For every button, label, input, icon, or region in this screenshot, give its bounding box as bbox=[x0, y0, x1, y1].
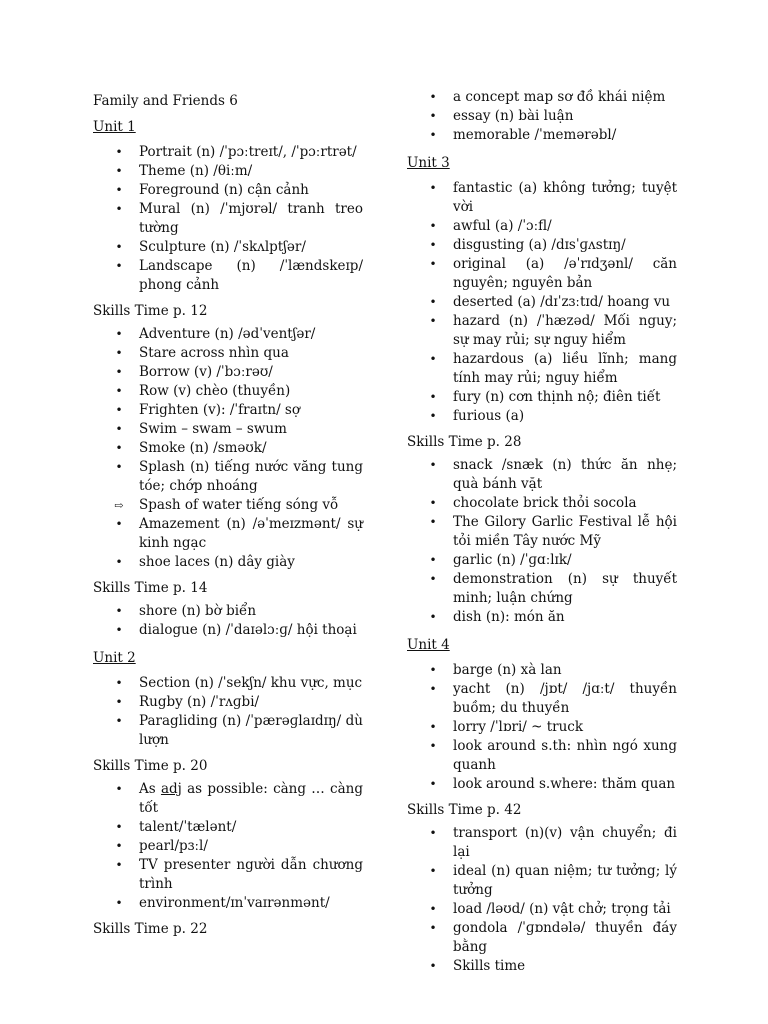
list-item: • chocolate brick thỏi socola bbox=[407, 494, 677, 513]
list-item: • Swim – swam – swum bbox=[93, 420, 363, 439]
bullet-icon bbox=[427, 107, 439, 126]
bullet-icon bbox=[113, 553, 125, 572]
bullet-icon bbox=[427, 862, 439, 881]
list-item: • transport (n)(v) vận chuyển; đi lại bbox=[407, 824, 677, 862]
list-item: • Landscape (n) /ˈlændskeɪp/ phong cảnh bbox=[93, 257, 363, 295]
list-item: • Mural (n) /ˈmjʊrəl/ tranh treo tường bbox=[93, 200, 363, 238]
list-item: • Borrow (v) /ˈbɔːrəʊ/ bbox=[93, 363, 363, 382]
list-item: • look around s.th: nhìn ngó xung quanh bbox=[407, 737, 677, 775]
list-item: • Skills time bbox=[407, 957, 677, 976]
bullet-icon bbox=[427, 737, 439, 756]
skills-time-p42-list bbox=[407, 824, 677, 976]
list-item: • Row (v) chèo (thuyền) bbox=[93, 382, 363, 401]
list-item: • barge (n) xà lan bbox=[407, 661, 677, 680]
list-item: • Rugby (n) /ˈrʌɡbi/ bbox=[93, 693, 363, 712]
bullet-icon bbox=[113, 238, 125, 257]
list-item: • gondola /ˈɡɒndələ/ thuyền đáy bằng bbox=[407, 919, 677, 957]
bullet-icon bbox=[427, 293, 439, 312]
bullet-icon bbox=[113, 818, 125, 837]
list-item: ⇨ Spash of water tiếng sóng vỗ bbox=[93, 496, 363, 515]
list-item: • talent/ˈtælənt/ bbox=[93, 818, 363, 837]
skills-time-p12-list bbox=[93, 325, 363, 572]
unit-4-list bbox=[407, 661, 677, 794]
skills-time-p20-heading: Skills Time p. 20 bbox=[93, 758, 208, 774]
bullet-icon bbox=[113, 344, 125, 363]
bullet-icon bbox=[427, 407, 439, 426]
bullet-icon bbox=[113, 856, 125, 875]
list-item: • dialogue (n) /ˈdaɪəlɔːɡ/ hội thoại bbox=[93, 621, 363, 640]
bullet-icon bbox=[427, 126, 439, 145]
bullet-icon bbox=[113, 401, 125, 420]
unit-1-heading: Unit 1 bbox=[93, 119, 136, 135]
list-item: • Theme (n) /θiːm/ bbox=[93, 162, 363, 181]
list-item: • Splash (n) tiếng nước văng tung tóe; chớp nhoáng bbox=[93, 458, 363, 496]
bullet-icon bbox=[427, 236, 439, 255]
list-item: • hazard (n) /ˈhæzəd/ Mối nguy; sự may rủi; sự nguy hiểm bbox=[407, 312, 677, 350]
bullet-icon bbox=[113, 257, 125, 276]
bullet-icon bbox=[113, 515, 125, 534]
list-item: • Smoke (n) /sməʊk/ bbox=[93, 439, 363, 458]
bullet-icon bbox=[427, 350, 439, 369]
bullet-icon bbox=[113, 363, 125, 382]
list-item: • load /ləʊd/ (n) vật chở; trọng tải bbox=[407, 900, 677, 919]
bullet-icon bbox=[427, 217, 439, 236]
skills-time-p22-heading: Skills Time p. 22 bbox=[93, 921, 208, 937]
list-item: • disgusting (a) /dɪsˈɡʌstɪŋ/ bbox=[407, 236, 677, 255]
bullet-icon bbox=[113, 200, 125, 219]
list-item: • pearl/pɜːl/ bbox=[93, 837, 363, 856]
list-item: • a concept map sơ đồ khái niệm bbox=[407, 88, 677, 107]
bullet-icon bbox=[113, 693, 125, 712]
list-item: • fantastic (a) không tưởng; tuyệt vời bbox=[407, 179, 677, 217]
skills-time-p28-heading: Skills Time p. 28 bbox=[407, 434, 522, 450]
bullet-icon bbox=[113, 621, 125, 640]
skills-time-p42-heading: Skills Time p. 42 bbox=[407, 802, 522, 818]
list-item: • shore (n) bờ biển bbox=[93, 602, 363, 621]
list-item: • TV presenter người dẫn chương trình bbox=[93, 856, 363, 894]
bullet-icon bbox=[427, 957, 439, 976]
skills-time-p28-list bbox=[407, 456, 677, 627]
skills-time-p20-list bbox=[93, 780, 363, 913]
list-item: • ideal (n) quan niệm; tư tưởng; lý tưởng bbox=[407, 862, 677, 900]
bullet-icon bbox=[427, 255, 439, 274]
list-item: • memorable /ˈmemərəbl/ bbox=[407, 126, 677, 145]
bullet-icon bbox=[427, 775, 439, 794]
bullet-icon bbox=[113, 602, 125, 621]
list-item: • dish (n): món ăn bbox=[407, 608, 677, 627]
bullet-icon bbox=[427, 824, 439, 843]
bullet-icon bbox=[427, 608, 439, 627]
bullet-icon bbox=[427, 551, 439, 570]
list-item: • Frighten (v): /ˈfraɪtn/ sợ bbox=[93, 401, 363, 420]
bullet-icon bbox=[427, 570, 439, 589]
bullet-icon bbox=[113, 325, 125, 344]
skills-time-p14-list bbox=[93, 602, 363, 640]
bullet-icon bbox=[113, 837, 125, 856]
list-item: • As adj as possible: càng … càng tốt bbox=[93, 780, 363, 818]
bullet-icon bbox=[113, 894, 125, 913]
document-title: Family and Friends 6 bbox=[93, 93, 238, 109]
unit-3-list bbox=[407, 179, 677, 426]
list-item: • environment/ɪnˈvaɪrənmənt/ bbox=[93, 894, 363, 913]
bullet-icon bbox=[113, 458, 125, 477]
list-item: • hazardous (a) liều lĩnh; mang tính may rủi; nguy hiểm bbox=[407, 350, 677, 388]
bullet-icon bbox=[427, 388, 439, 407]
list-item: • The Gilory Garlic Festival lễ hội tỏi miền Tây nước Mỹ bbox=[407, 513, 677, 551]
bullet-icon bbox=[427, 456, 439, 475]
bullet-icon bbox=[427, 88, 439, 107]
bullet-icon bbox=[113, 439, 125, 458]
bullet-icon bbox=[427, 900, 439, 919]
list-item: • shoe laces (n) dây giày bbox=[93, 553, 363, 572]
list-item: • deserted (a) /dɪˈzɜːtɪd/ hoang vu bbox=[407, 293, 677, 312]
list-item: • Section (n) /ˈsekʃn/ khu vực, mục bbox=[93, 674, 363, 693]
skills-time-p14-heading: Skills Time p. 14 bbox=[93, 580, 208, 596]
bullet-icon bbox=[427, 919, 439, 938]
list-item: • snack /snæk (n) thức ăn nhẹ; quà bánh vặt bbox=[407, 456, 677, 494]
list-item: • Amazement (n) /əˈmeɪzmənt/ sự kinh ngạc bbox=[93, 515, 363, 553]
bullet-icon bbox=[113, 674, 125, 693]
list-item: • look around s.where: thăm quan bbox=[407, 775, 677, 794]
list-item: • essay (n) bài luận bbox=[407, 107, 677, 126]
list-item: • furious (a) bbox=[407, 407, 677, 426]
list-item: • Portrait (n) /ˈpɔːtreɪt/, /ˈpɔːrtrət/ bbox=[93, 143, 363, 162]
list-item: • lorry /ˈlɒri/ ~ truck bbox=[407, 718, 677, 737]
bullet-icon bbox=[113, 181, 125, 200]
list-item: • awful (a) /ˈɔːfl/ bbox=[407, 217, 677, 236]
unit-2-list bbox=[93, 674, 363, 750]
list-item: • fury (n) cơn thịnh nộ; điên tiết bbox=[407, 388, 677, 407]
unit-2-heading: Unit 2 bbox=[93, 650, 136, 666]
unit-4-heading: Unit 4 bbox=[407, 637, 450, 653]
list-item: • yacht (n) /jɒt/ /jɑːt/ thuyền buồm; du thuyền bbox=[407, 680, 677, 718]
list-item: • Sculpture (n) /ˈskʌlptʃər/ bbox=[93, 238, 363, 257]
bullet-icon bbox=[113, 162, 125, 181]
bullet-icon bbox=[113, 780, 125, 799]
right-column bbox=[407, 88, 677, 982]
bullet-icon bbox=[427, 718, 439, 737]
bullet-icon bbox=[113, 143, 125, 162]
bullet-icon bbox=[427, 312, 439, 331]
left-column bbox=[93, 85, 363, 943]
arrow-right-icon bbox=[113, 496, 125, 515]
list-item: • Paragliding (n) /ˈpærəɡlaɪdɪŋ/ dù lượn bbox=[93, 712, 363, 750]
list-item: • demonstration (n) sự thuyết minh; luận chứng bbox=[407, 570, 677, 608]
bullet-icon bbox=[113, 712, 125, 731]
list-item: • Foreground (n) cận cảnh bbox=[93, 181, 363, 200]
bullet-icon bbox=[427, 680, 439, 699]
bullet-icon bbox=[427, 661, 439, 680]
bullet-icon bbox=[113, 382, 125, 401]
list-item: • original (a) /əˈrɪdʒənl/ căn nguyên; nguyên bản bbox=[407, 255, 677, 293]
unit-3-heading: Unit 3 bbox=[407, 155, 450, 171]
list-item: • garlic (n) /ˈɡɑːlɪk/ bbox=[407, 551, 677, 570]
bullet-icon bbox=[113, 420, 125, 439]
list-item: • Stare across nhìn qua bbox=[93, 344, 363, 363]
unit-1-list bbox=[93, 143, 363, 295]
bullet-icon bbox=[427, 513, 439, 532]
skills-time-p12-heading: Skills Time p. 12 bbox=[93, 303, 208, 319]
list-item: • Adventure (n) /ədˈventʃər/ bbox=[93, 325, 363, 344]
skills-time-p22-list bbox=[407, 88, 677, 145]
bullet-icon bbox=[427, 494, 439, 513]
bullet-icon bbox=[427, 179, 439, 198]
